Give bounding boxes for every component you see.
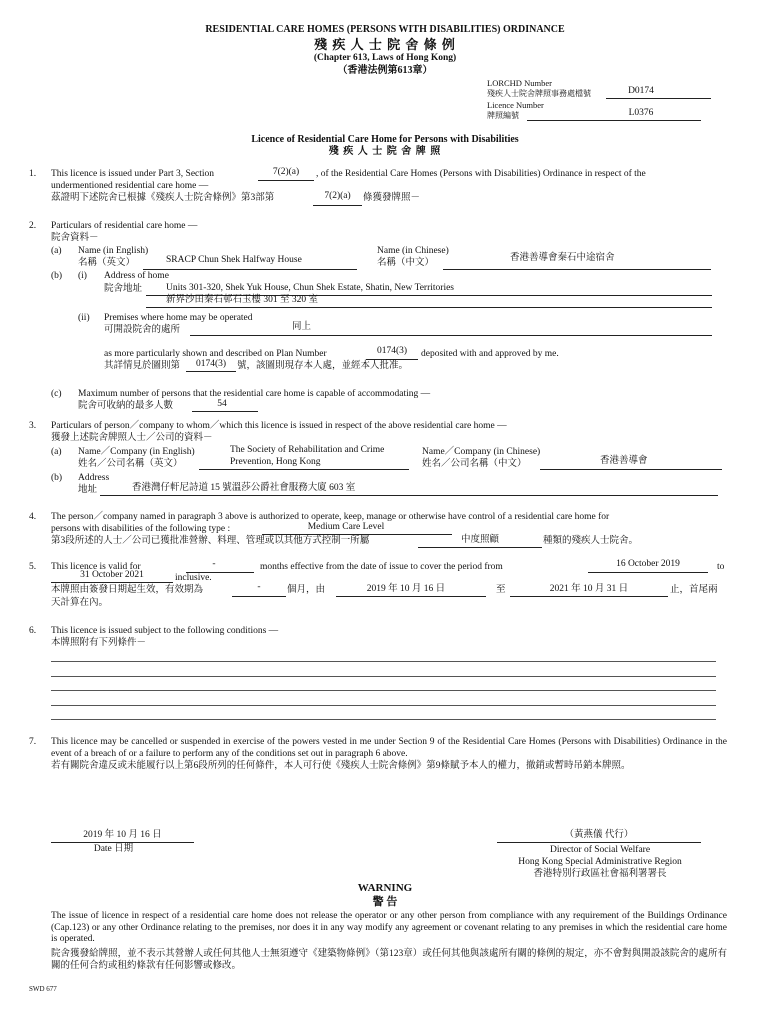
home-name-en-label-zh: 名稱（英文） [78, 258, 136, 268]
lorchd-label-en: LORCHD Number [487, 78, 552, 88]
lorchd-underline [606, 98, 711, 99]
section-2a-marker: (a) [51, 246, 62, 256]
section-6-text-zh: 本牌照附有下列條件－ [51, 638, 147, 648]
condition-line-3 [51, 690, 716, 691]
section-5-inclusive: inclusive. [175, 573, 212, 583]
signature-line [497, 842, 701, 843]
signer-title-1: Director of Social Welfare [549, 845, 651, 855]
premises-label: Premises where home may be operated [104, 313, 253, 323]
condition-line-5 [51, 719, 716, 720]
section-5-text-zh-a: 本牌照由簽發日期起生效，有效期為 [51, 585, 204, 595]
max-persons-underline [192, 411, 258, 412]
section-5-text-zh-d: 止，首尾兩 [670, 585, 718, 595]
section-4-number: 4. [29, 512, 37, 522]
care-type-zh-value: 中度照顧 [460, 535, 499, 545]
licence-underline [527, 120, 701, 121]
home-address-zh-value: 新界沙田秦石邨石玉樓 301 至 320 室 [166, 295, 319, 305]
section-4-text-b: persons with disabilities of the following type : [51, 524, 231, 534]
condition-line-4 [51, 705, 716, 706]
months-zh-value: - [257, 582, 261, 592]
section-2bi-marker: (i) [78, 271, 87, 281]
section-1-text-b: , of the Residential Care Homes (Persons with Disabilities) Ordinance in respect of the [316, 169, 646, 179]
operator-address-value: 香港灣仔軒尼詩道 15 號溫莎公爵社會服務大廈 603 室 [132, 483, 356, 493]
section-1-text-zh-b: 條獲發牌照－ [363, 193, 421, 203]
plan-underline [366, 359, 418, 360]
section-5-to: to [717, 562, 725, 572]
section-7-number: 7. [29, 737, 37, 747]
section-3a-marker: (a) [51, 447, 62, 457]
licence-value: L0376 [628, 108, 654, 118]
section-5-text-zh-e: 天計算在內。 [51, 598, 109, 608]
operator-name-zh-label-zh: 姓名／公司名稱（中文） [422, 459, 527, 469]
section-5-text-zh-c: 至 [496, 585, 506, 595]
warning-text-zh: 院舍獲發給牌照，並不表示其營辦人或任何其他人士無須遵守《建築物條例》（第123章）或任何其他與該處所有關的條例的規定，亦不會對與開設該院舍的處所有關的任何合約或租約條款有任何影響或修改。 [51, 949, 727, 971]
doc-title-zh: 殘 疾 人 士 院 舍 牌 照 [328, 146, 442, 157]
max-persons-label: Maximum number of persons that the residential care home is capable of accommodating — [78, 389, 431, 399]
operator-name-en-label: Name／Company (in English) [78, 447, 195, 457]
plan-zh-value: 0174(3) [195, 359, 227, 369]
section-3-heading-en: Particulars of person／company to whom／which this licence is issued in respect of the above residential care home — [51, 421, 507, 431]
operator-name-zh-value: 香港善導會 [600, 456, 648, 466]
section-3-heading-zh: 獲發上述院舍牌照人士／公司的資料－ [51, 433, 213, 443]
to-date-zh-value: 2021 年 10 月 31 日 [549, 584, 629, 594]
section-4-text-zh-b: 種類的殘疾人士院舍。 [543, 536, 639, 546]
doc-title-en: Licence of Residential Care Home for Persons with Disabilities [251, 134, 519, 145]
section-1-number: 1. [29, 169, 37, 179]
from-date-zh-underline [336, 596, 486, 597]
ordinance-title-zh: 殘 疾 人 士 院 舍 條 例 [314, 37, 456, 52]
section-1-text-a: This licence is issued under Part 3, Section [51, 169, 215, 179]
condition-line-1 [51, 661, 716, 662]
operator-name-en-label-zh: 姓名／公司名稱（英文） [78, 459, 183, 469]
premises-value: 同上 [292, 322, 312, 332]
signature-date-value: 2019 年 10 月 16 日 [83, 830, 162, 840]
care-type-value: Medium Care Level [307, 522, 385, 532]
home-address-label-zh: 院舍地址 [104, 284, 143, 294]
to-date-underline [51, 582, 173, 583]
section-3b-marker: (b) [51, 473, 63, 483]
section-5-number: 5. [29, 562, 37, 572]
chapter-en: (Chapter 613, Laws of Hong Kong) [313, 53, 457, 63]
from-date-value: 16 October 2019 [616, 559, 680, 569]
plan-value: 0174(3) [376, 346, 408, 356]
section-1-text-zh-a: 茲證明下述院舍已根據《殘疾人士院舍條例》第3部第 [51, 193, 275, 203]
premises-underline [190, 335, 712, 336]
operator-name-zh-underline [540, 469, 722, 470]
home-name-zh-value: 香港善導會秦石中途宿舍 [510, 253, 615, 263]
section-2c-marker: (c) [51, 389, 62, 399]
section-1-text-c: undermentioned residential care home — [51, 181, 209, 191]
signer-title-2: Hong Kong Special Administrative Region [518, 857, 682, 867]
operator-name-en-value-1: The Society of Rehabilitation and Crime [230, 445, 385, 455]
home-name-en-value: SRACP Chun Shek Halfway House [166, 255, 302, 265]
section-1-zh-underline [313, 205, 362, 206]
operator-name-en-value-2: Prevention, Hong Kong [230, 457, 321, 467]
home-name-zh-label: Name (in Chinese) [377, 246, 449, 256]
section-2-heading-en: Particulars of residential care home — [51, 221, 198, 231]
from-date-zh-value: 2019 年 10 月 16 日 [366, 584, 446, 594]
section-5-text-a: This licence is valid for [51, 562, 141, 572]
section-6-number: 6. [29, 626, 37, 636]
home-name-zh-underline [443, 269, 711, 270]
operator-name-zh-label: Name／Company (in Chinese) [422, 447, 541, 457]
section-7-text-en: This licence may be cancelled or suspended in exercise of the powers vested in me under Section 9 of the Residential Care Homes (Persons with Disabilities) Ordinance in the event of a breach of or a failure to perform any of the conditions set out in paragraph 6 above. [51, 737, 727, 759]
months-value: - [212, 559, 216, 569]
home-name-en-underline [143, 269, 357, 270]
section-5-text-b: months effective from the date of issue to cover the period from [260, 562, 503, 572]
lorchd-value: D0174 [628, 86, 654, 96]
condition-line-2 [51, 676, 716, 677]
section-2bii-marker: (ii) [78, 313, 90, 323]
section-6-text-en: This licence is issued subject to the following conditions — [51, 626, 279, 636]
section-2-number: 2. [29, 221, 37, 231]
section-1-section-value: 7(2)(a) [272, 167, 300, 177]
section-1-zh-section-value: 7(2)(a) [324, 191, 351, 201]
licence-label-en: Licence Number [487, 100, 544, 110]
home-address-underline-2 [146, 307, 712, 308]
operator-address-label: Address [78, 473, 110, 483]
ordinance-title-en: RESIDENTIAL CARE HOMES (PERSONS WITH DISABILITIES) ORDINANCE [205, 24, 565, 35]
warning-title-zh: 警 告 [372, 896, 398, 908]
plan-text-b: deposited with and approved by me. [421, 349, 559, 359]
signature-date-label: Date 日期 [93, 844, 134, 854]
care-type-zh-underline [418, 547, 542, 548]
licence-label-zh: 牌照編號 [487, 111, 519, 120]
to-date-zh-underline [510, 596, 668, 597]
warning-title-en: WARNING [357, 882, 413, 894]
signature-date-underline [51, 842, 194, 843]
lorchd-label-zh: 殘疾人士院舍牌照事務處檔號 [487, 89, 591, 98]
max-persons-label-zh: 院舍可收納的最多人數 [78, 401, 174, 411]
section-5-text-zh-b: 個月，由 [287, 585, 326, 595]
signer-name: （黃燕儀 代行） [564, 830, 634, 840]
to-date-value: 31 October 2021 [80, 570, 144, 580]
warning-text-en: The issue of licence in respect of a residential care home does not release the operator or any other person from compliance with any requirement of the Buildings Ordinance (Cap.123) or any other Ordinance relating to the premises, nor does it in any way modify any agreement or covenant relating to any premises in which the residential care home is operated. [51, 911, 727, 945]
section-3-number: 3. [29, 421, 37, 431]
operator-name-en-underline [199, 469, 409, 470]
section-1-section-underline [258, 180, 314, 181]
plan-text-a: as more particularly shown and described on Plan Number [104, 349, 327, 359]
chapter-zh: （香港法例第613章） [337, 65, 433, 76]
months-zh-underline [232, 596, 286, 597]
section-2b-marker: (b) [51, 271, 63, 281]
max-persons-value: 54 [217, 399, 227, 409]
section-2-heading-zh: 院舍資料－ [51, 233, 99, 243]
section-4-text-a: The person／company named in paragraph 3 above is authorized to operate, keep, manage or otherwise have control of a residential care home for [51, 512, 610, 522]
plan-text-zh-a: 其詳情見於圖則第 [104, 361, 181, 371]
section-7-text-zh: 若有關院舍違反或未能履行以上第6段所列的任何條件，本人可行使《殘疾人士院舍條例》第9條賦予本人的權力，撤銷或暫時吊銷本牌照。 [51, 761, 631, 771]
section-4-text-zh-a: 第3段所述的人士／公司已獲批准營辦、料理、管理或以其他方式控制一所屬 [51, 536, 370, 546]
form-code: SWD 677 [29, 985, 57, 993]
home-address-en-value: Units 301-320, Shek Yuk House, Chun Shek Estate, Shatin, New Territories [166, 283, 455, 293]
plan-zh-underline [186, 371, 236, 372]
plan-text-zh-b: 號，該圖則現存本人處，並經本人批准。 [237, 361, 409, 371]
from-date-underline [588, 572, 708, 573]
operator-address-label-zh: 地址 [78, 485, 98, 495]
premises-label-zh: 可開設院舍的處所 [104, 325, 181, 335]
home-name-zh-label-zh: 名稱（中文） [377, 258, 435, 268]
home-address-label: Address of home [104, 271, 169, 281]
home-name-en-label: Name (in English) [78, 246, 149, 256]
operator-address-underline [100, 495, 718, 496]
signer-title-3: 香港特別行政區社會福利署署長 [533, 869, 667, 879]
